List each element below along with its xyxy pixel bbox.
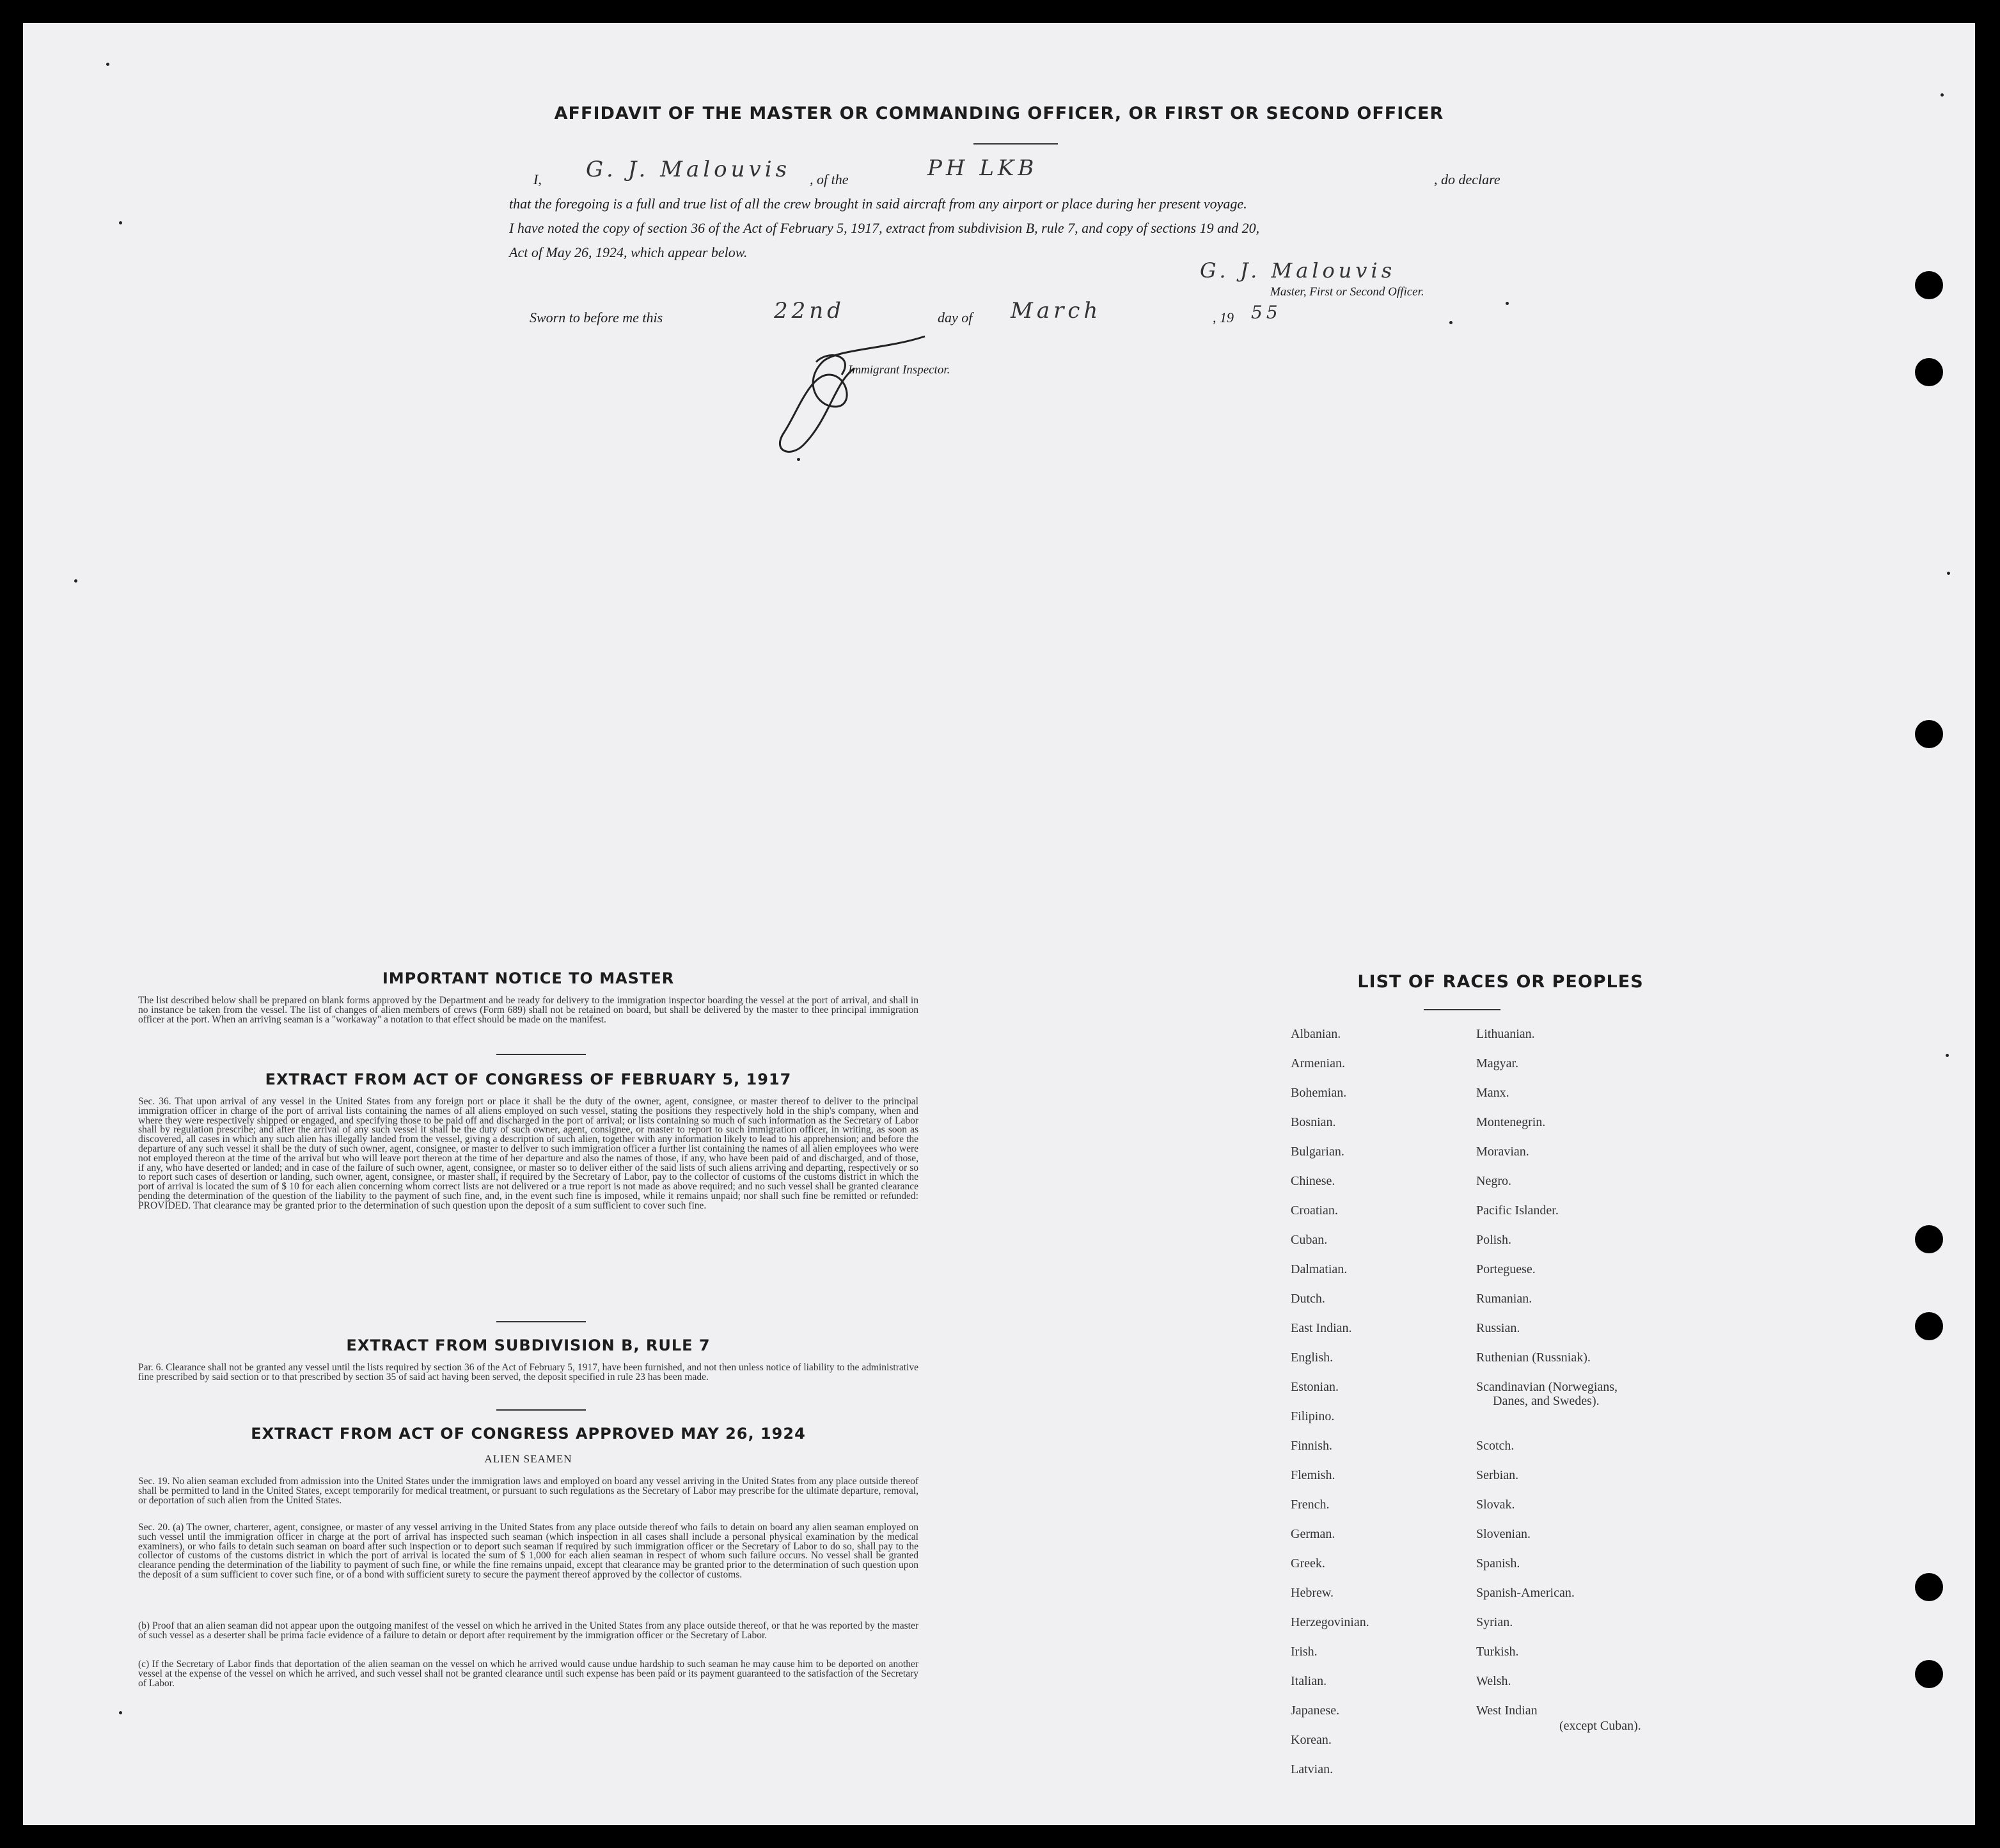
statement-line-4: Act of May 26, 1924, which appear below. — [509, 244, 748, 260]
race-item: Scotch. — [1476, 1439, 1515, 1453]
subdivision-b-title: EXTRACT FROM SUBDIVISION B, RULE 7 — [346, 1336, 711, 1354]
year-handwritten: 55 — [1251, 302, 1282, 323]
race-item: Filipino. — [1291, 1409, 1335, 1423]
race-item: Japanese. — [1291, 1703, 1340, 1718]
race-item: Finnish. — [1291, 1439, 1333, 1453]
speck — [1946, 1054, 1949, 1057]
race-item: English. — [1291, 1351, 1334, 1365]
speck — [119, 221, 122, 224]
race-item: Cuban. — [1291, 1233, 1328, 1247]
race-item: Scandinavian (Norwegians, — [1476, 1380, 1618, 1394]
rule-1 — [496, 1054, 586, 1055]
race-item: Lithuanian. — [1476, 1027, 1535, 1041]
speck — [1941, 93, 1944, 97]
subdivision-b-body: Par. 6. Clearance shall not be granted any vessel until the lists required by section 36 of the Act of February 5, 1917, have been furnished, and not then unless notice of liability to the administrative fine prescribed by said section or to that prescribed by section 35 of said act having been served, the deposit specified in rule 23 has been made. — [138, 1362, 918, 1382]
extract-1924-title: EXTRACT FROM ACT OF CONGRESS APPROVED MAY 26, 1924 — [251, 1425, 806, 1443]
race-item: Armenian. — [1291, 1056, 1345, 1070]
signature-caption: Master, First or Second Officer. — [1270, 285, 1424, 299]
race-item: Estonian. — [1291, 1380, 1339, 1394]
race-item: Chinese. — [1291, 1174, 1335, 1188]
race-item: German. — [1291, 1527, 1335, 1541]
race-item: Syrian. — [1476, 1615, 1513, 1629]
speck — [1449, 321, 1453, 324]
statement-line-3: I have noted the copy of section 36 of the Act of February 5, 1917, extract from subdivision B, rule 7, and copy of sections 19 and 20, — [509, 220, 1260, 236]
race-item: Russian. — [1476, 1321, 1520, 1335]
speck — [74, 579, 77, 583]
race-item: Herzegovinian. — [1291, 1615, 1369, 1629]
sec-20a: Sec. 20. (a) The owner, charterer, agent, consignee, or master of any vessel arriving in the United States from any place outside thereof who fails to detain on board any alien seaman employed on such vessel until the immigration officer in charge at the port of arrival has inspected such seaman (which inspection in all cases shall include a personal physical examination by the medical examiners), or who fails to detain such seaman on board after such inspection or to deport such seaman if required by such immigration officer or the Secretary of Labor to do so, shall pay to the collector of customs of the customs district in which the port of arrival is located the sum of $ 1,000 for each alien seaman in respect of whom such failure occurs. No vessel shall be granted clearance pending the determination of the liability to payment of such fine, or while the fine remains unpaid, except that clearance may be granted prior to the determination of such question upon the deposit of a sum sufficient to cover such fine, or of a bond with sufficient surety to secure the payment thereof approved by the collector of customs. — [138, 1522, 918, 1580]
race-item: Albanian. — [1291, 1027, 1341, 1041]
race-item-continuation: Danes, and Swedes). — [1493, 1394, 1600, 1408]
race-item: Hebrew. — [1291, 1586, 1334, 1600]
do-declare-text: , do declare — [1434, 171, 1500, 187]
day-of-text: day of — [938, 309, 973, 325]
speck — [1947, 572, 1950, 575]
intro-i: I, — [533, 171, 542, 187]
rule-3 — [496, 1409, 586, 1411]
punch-hole — [1915, 720, 1943, 748]
races-title-rule — [1424, 1009, 1500, 1010]
race-item: French. — [1291, 1498, 1330, 1512]
race-item: Turkish. — [1476, 1645, 1519, 1659]
affidavit-statement — [509, 155, 1539, 265]
punch-hole — [1915, 271, 1943, 299]
speck — [119, 1711, 122, 1714]
extract-1917-body: Sec. 36. That upon arrival of any vessel in the United States from any foreign port or place it shall be the duty of the owner, agent, consignee, or master thereof to deliver to the principal immigration officer in charge of the port of arrival lists containing the names of all aliens employed on such vessel, stating the positions they respectively hold in the ship's company, when and where they were respectively shipped or engaged, and specifying those to be paid off and discharged in the port of arrival; or lists containing so much of such information as the Secretary of Labor shall by regulation prescribe; and after the arrival of any such vessel it shall be the duty of such owner, agent, consignee, or master to report to such immigration officer, in writing, as soon as discovered, all cases in which any such alien has illegally landed from the vessel, giving a description of such alien, together with any information likely to lead to his apprehension; and before the departure of any such vessel it shall be the duty of such owner, agent, consignee, or master to deliver to such immigration officer a further list containing the names of all alien employees who were not employed thereon at the time of the arrival but who will leave port thereon at the time of her departure and also the names of those, if any, who have been paid of and discharged, and of those, if any, who have deserted or landed; and in case of the failure of such owner, agent, consignee, or master so to deliver either of the said lists of such aliens arriving and departing, respectively or so to report such cases of desertion or landing, such owner, agent, consignee, or master shall, if required by the Secretary of Labor, pay to the collector of customs of the customs district in which the port of arrival is located the sum of $ 10 for each alien concerning whom correct lists are not delivered or a true report is not made as above required; and no such vessel shall be granted clearance pending the determination of the question of the liability to the payment of such fine, and, in the event such fine is imposed, while it remains unpaid; nor shall such fine be remitted or refunded: PROVIDED. That clearance may be granted prior to the determination of such question upon the deposit of a sum sufficient to cover such fine. — [138, 1096, 918, 1211]
year-prefix: , 19 — [1213, 309, 1234, 325]
race-item: Porteguese. — [1476, 1262, 1536, 1276]
punch-hole — [1915, 1225, 1943, 1253]
race-item: Slovenian. — [1476, 1527, 1531, 1541]
sec-20b: (b) Proof that an alien seaman did not appear upon the outgoing manifest of the vessel on which he arrived in the United States from any place outside thereof, or that he was reported by the master of such vessel as a deserter shall be prima facie evidence of a failure to detain or deport after requirement by the immigration officer or the Secretary of Labor. — [138, 1620, 918, 1641]
affidavit-title: AFFIDAVIT OF THE MASTER OR COMMANDING OFFICER, OR FIRST OR SECOND OFFICER — [554, 104, 1444, 123]
race-item: Irish. — [1291, 1645, 1318, 1659]
race-item: Spanish. — [1476, 1556, 1520, 1570]
race-item: Greek. — [1291, 1556, 1325, 1570]
document-page — [23, 23, 1975, 1825]
sec-20c: (c) If the Secretary of Labor finds that deportation of the alien seaman on the vessel on which he arrived would cause undue hardship to such seaman he may cause him to be deported on another vessel at the expense of the vessel on which he arrived, and such vessel shall not be granted clearance until such expense has been paid or its payment guaranteed to the satisfaction of the Secretary of Labor. — [138, 1659, 918, 1689]
race-item: Spanish-American. — [1476, 1586, 1575, 1600]
sworn-text: Sworn to before me this — [530, 309, 663, 325]
race-item: Manx. — [1476, 1086, 1509, 1100]
notice-body: The list described below shall be prepared on blank forms approved by the Department and be ready for delivery to the immigration inspector boarding the vessel at the port of arrival, and shall in no instance be taken from the vessel. The list of changes of alien members of crews (Form 689) shall not be retained on board, but shall be delivered by the master to thee principal immigration officer at the port. When an arriving seaman is a "workaway" a notation to that effect should be made on the manifest. — [138, 995, 918, 1025]
day-handwritten: 22nd — [774, 298, 845, 324]
race-item: Montenegrin. — [1476, 1115, 1546, 1129]
race-item: Korean. — [1291, 1733, 1332, 1747]
punch-hole — [1915, 1312, 1943, 1340]
race-item-continuation: (except Cuban). — [1559, 1719, 1641, 1733]
race-item: Bulgarian. — [1291, 1145, 1344, 1159]
race-item: Dutch. — [1291, 1292, 1325, 1306]
punch-hole — [1915, 1573, 1943, 1601]
inspector-signature — [759, 309, 973, 458]
race-item: Rumanian. — [1476, 1292, 1532, 1306]
race-item: Welsh. — [1476, 1674, 1511, 1688]
punch-hole — [1915, 1660, 1943, 1688]
extract-1917-title: EXTRACT FROM ACT OF CONGRESS OF FEBRUARY 5, 1917 — [265, 1070, 792, 1088]
race-item: Italian. — [1291, 1674, 1327, 1688]
race-item: Croatian. — [1291, 1203, 1338, 1218]
race-item: Dalmatian. — [1291, 1262, 1348, 1276]
race-item: Negro. — [1476, 1174, 1511, 1188]
race-item: Polish. — [1476, 1233, 1512, 1247]
race-item: West Indian — [1476, 1703, 1538, 1718]
statement-line-2: that the foregoing is a full and true list of all the crew brought in said aircraft from any airport or place during her present voyage. — [509, 196, 1247, 212]
race-item: East Indian. — [1291, 1321, 1352, 1335]
month-handwritten: March — [1011, 298, 1102, 324]
race-item: Magyar. — [1476, 1056, 1519, 1070]
punch-hole — [1915, 358, 1943, 386]
speck — [1506, 302, 1509, 305]
notice-title: IMPORTANT NOTICE TO MASTER — [382, 969, 675, 987]
race-item: Bohemian. — [1291, 1086, 1347, 1100]
inspector-caption: Immigrant Inspector. — [848, 363, 950, 377]
race-item: Flemish. — [1291, 1468, 1335, 1482]
of-the-text: , of the — [810, 171, 849, 187]
race-item: Pacific Islander. — [1476, 1203, 1559, 1218]
sec-19: Sec. 19. No alien seaman excluded from admission into the United States under the immigration laws and employed on board any vessel arriving in the United States from any place outside thereof shall be permitted to land in the United States, except temporarily for medical treatment, or pursuant to such regulations as the Secretary of Labor may prescribe for the ultimate departure, removal, or deportation of such alien from the United States. — [138, 1476, 918, 1506]
race-item: Ruthenian (Russniak). — [1476, 1351, 1591, 1365]
race-item: Serbian. — [1476, 1468, 1519, 1482]
races-title: LIST OF RACES OR PEOPLES — [1357, 972, 1644, 992]
race-item: Bosnian. — [1291, 1115, 1336, 1129]
aircraft-handwritten: PH LKB — [927, 155, 1038, 181]
alien-seamen-subtitle: ALIEN SEAMEN — [484, 1453, 572, 1465]
speck — [797, 458, 800, 461]
races-right-column — [1476, 1027, 1796, 1820]
officer-name-handwritten: G. J. Malouvis — [586, 157, 791, 182]
race-item: Slovak. — [1476, 1498, 1515, 1512]
race-item: Latvian. — [1291, 1762, 1334, 1776]
title-rule — [973, 143, 1058, 145]
master-signature: G. J. Malouvis — [1200, 258, 1396, 283]
race-item: Moravian. — [1476, 1145, 1529, 1159]
races-left-column — [1291, 1027, 1483, 1820]
speck — [106, 63, 109, 66]
rule-2 — [496, 1321, 586, 1322]
